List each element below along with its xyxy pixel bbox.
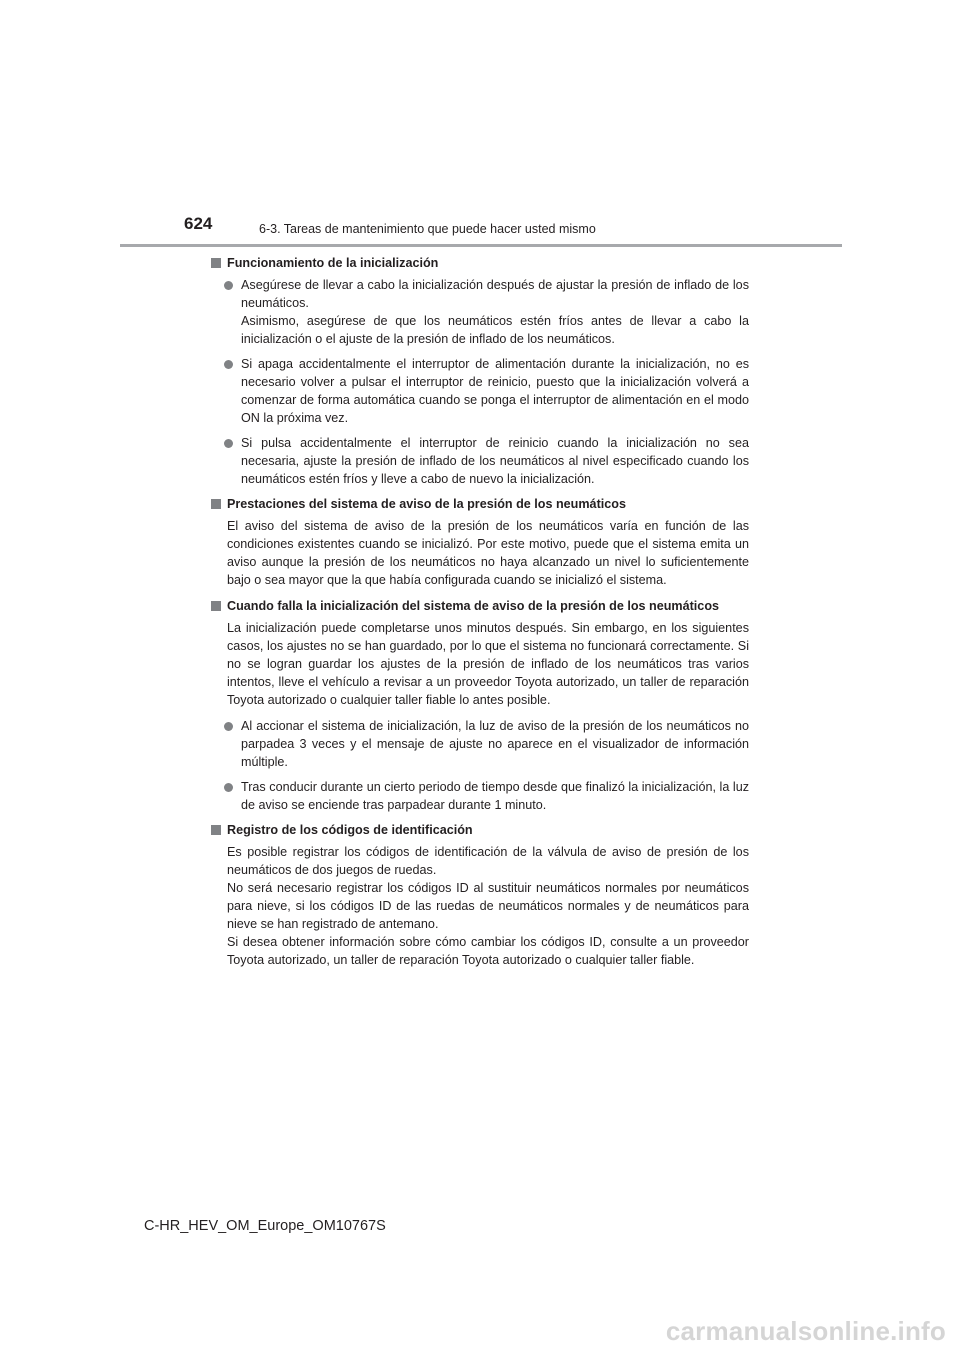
- paragraph: Asegúrese de llevar a cabo la inicialización después de ajustar la presión de inflado de los neumáticos.: [241, 278, 749, 310]
- section-body: [227, 517, 749, 589]
- list-item: [211, 434, 749, 488]
- paragraph: Si apaga accidentalmente el interruptor de alimentación durante la inicialización, no es necesario volver a pulsar el interruptor de reinicio, puesto que la inicialización volverá a comenzar de forma automática cuando se ponga el interruptor de alimentación en el modo ON la próxima vez.: [241, 357, 749, 425]
- list-item-text: [241, 276, 749, 348]
- page-content: [211, 254, 749, 975]
- paragraph: Es posible registrar los códigos de identificación de la válvula de aviso de presión de los neumáticos de dos juegos de ruedas.: [227, 845, 749, 877]
- paragraph: Si pulsa accidentalmente el interruptor de reinicio cuando la inicialización no sea necesaria, ajuste la presión de inflado de los neumáticos al nivel especificado cuando los neumáticos estén fríos y lleve a cabo de nuevo la inicialización.: [241, 436, 749, 486]
- paragraph: Asimismo, asegúrese de que los neumáticos estén fríos antes de llevar a cabo la inicialización o el ajuste de la presión de inflado de los neumáticos.: [241, 314, 749, 346]
- section-heading: [211, 597, 749, 615]
- square-bullet-icon: [211, 825, 221, 835]
- section-fallo-inicializacion: [211, 597, 749, 814]
- section-heading: [211, 254, 749, 272]
- list-item-text: [241, 355, 749, 427]
- list-item: [211, 778, 749, 814]
- round-bullet-icon: [224, 783, 233, 792]
- list-item-text: [241, 717, 749, 771]
- watermark: carmanualsonline.info: [665, 1316, 946, 1346]
- round-bullet-icon: [224, 281, 233, 290]
- section-heading-text: Funcionamiento de la inicialización: [227, 256, 439, 270]
- list-item: [211, 717, 749, 771]
- paragraph: La inicialización puede completarse unos minutos después. Sin embargo, en los siguientes casos, los ajustes no se han guardado, por lo que el sistema no funcionará correctamente. Si no se logran guardar los ajustes de la presión de inflado de los neumáticos tras varios intentos, lleve el vehículo a revisar a un proveedor Toyota autorizado, un taller de reparación Toyota autorizado o cualquier taller fiable lo antes posible.: [227, 621, 749, 707]
- section-heading-text: Registro de los códigos de identificación: [227, 823, 473, 837]
- list-item: [211, 355, 749, 427]
- chapter-title: 6-3. Tareas de mantenimiento que puede hacer usted mismo: [259, 222, 596, 236]
- square-bullet-icon: [211, 499, 221, 509]
- paragraph: Si desea obtener información sobre cómo cambiar los códigos ID, consulte a un proveedor Toyota autorizado, un taller de reparación Toyota autorizado o cualquier taller fiable.: [227, 935, 749, 967]
- round-bullet-icon: [224, 360, 233, 369]
- paragraph: Tras conducir durante un cierto periodo de tiempo desde que finalizó la inicialización, la luz de aviso se enciende tras parpadear durante 1 minuto.: [241, 780, 749, 812]
- list-item-text: [241, 434, 749, 488]
- list-item-text: [241, 778, 749, 814]
- round-bullet-icon: [224, 439, 233, 448]
- section-heading: [211, 495, 749, 513]
- page-number: 624: [184, 214, 213, 233]
- paragraph: El aviso del sistema de aviso de la presión de los neumáticos varía en función de las condiciones existentes cuando se inicializó. Por este motivo, puede que el sistema emita un aviso aunque la presión de los neumáticos no haya alcanzado un nivel lo suficientemente bajo o sea mayor que la que había configurada cuando se inicializó el sistema.: [227, 519, 749, 587]
- section-body: [227, 619, 749, 709]
- section-heading-text: Cuando falla la inicialización del sistema de aviso de la presión de los neumáticos: [227, 599, 720, 613]
- section-registro-codigos: [211, 821, 749, 969]
- header-divider: [120, 244, 842, 247]
- section-funcionamiento-inicializacion: [211, 254, 749, 488]
- list-item: [211, 276, 749, 348]
- section-body: [227, 843, 749, 969]
- document-code: C-HR_HEV_OM_Europe_OM10767S: [144, 1218, 386, 1234]
- round-bullet-icon: [224, 722, 233, 731]
- paragraph: No será necesario registrar los códigos ID al sustituir neumáticos normales por neumáticos para nieve, si los códigos ID de las ruedas de neumáticos normales y de neumáticos para nieve se han registrado de antemano.: [227, 881, 749, 931]
- section-prestaciones-sistema-aviso: [211, 495, 749, 589]
- section-heading: [211, 821, 749, 839]
- paragraph: Al accionar el sistema de inicialización, la luz de aviso de la presión de los neumáticos no parpadea 3 veces y el mensaje de ajuste no aparece en el visualizador de información múltiple.: [241, 719, 749, 769]
- section-heading-text: Prestaciones del sistema de aviso de la presión de los neumáticos: [227, 497, 626, 511]
- square-bullet-icon: [211, 601, 221, 611]
- square-bullet-icon: [211, 258, 221, 268]
